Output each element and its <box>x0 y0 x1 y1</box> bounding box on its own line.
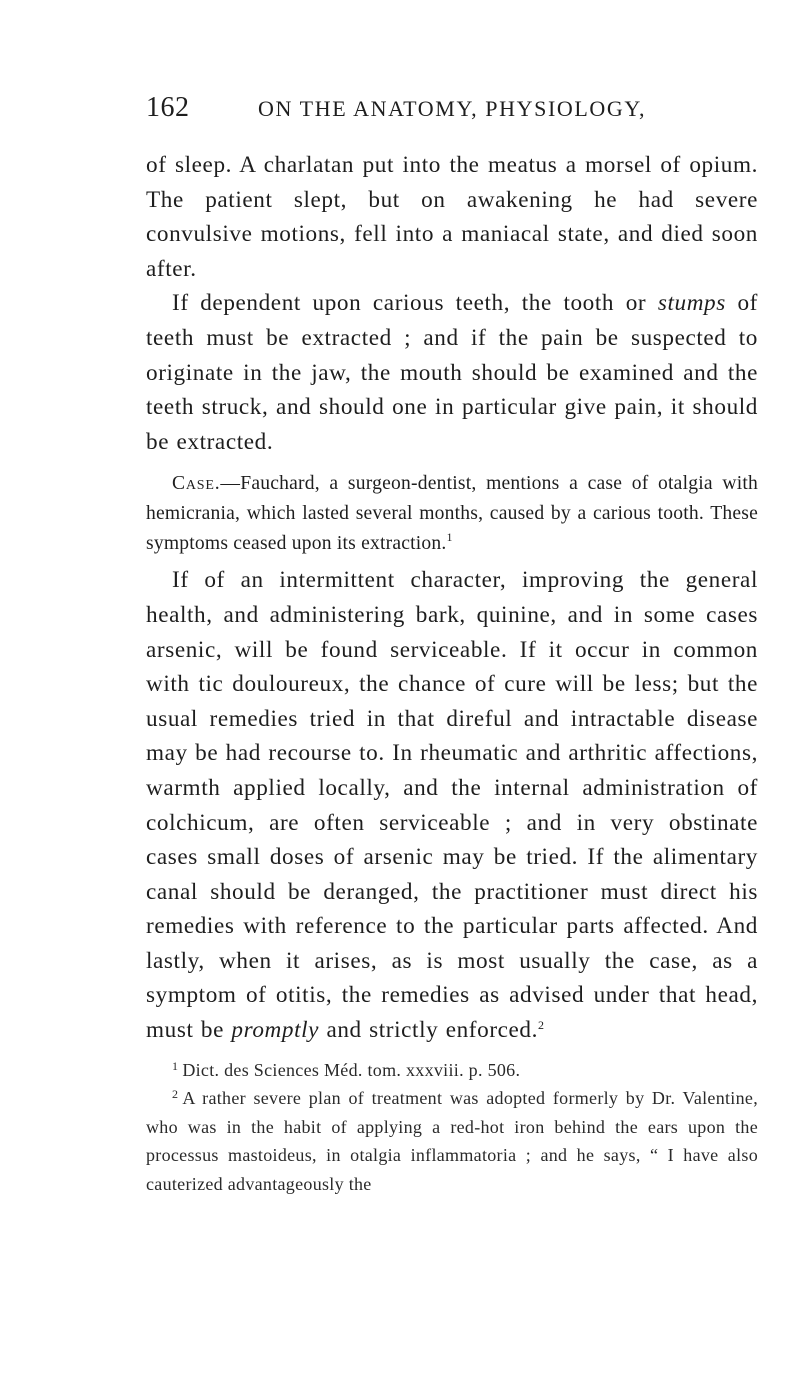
case-text: —Fauchard, a surgeon-dentist, mentions a case of otalgia with hemicrania, which lasted several months, caused by a carious tooth. These symptoms ceased upon its extraction. <box>146 473 758 555</box>
emphasis-stumps: stumps <box>657 290 726 317</box>
footnotes <box>146 1056 758 1199</box>
paragraph-text: and strictly enforced. <box>319 1017 539 1044</box>
footnote-mark: 1 <box>172 1058 179 1073</box>
running-head <box>146 92 746 128</box>
paragraph-text: If of an intermittent character, improving the general health, and administering bark, quinine, and in some cases arsenic, will be found serviceable. If it occur in common with tic douloureux, the chance of cure will be less; but the usual remedies tried in that direful and intractable disease may be had recourse to. In rheumatic and arthritic affections, warmth applied locally, and the internal administration of colchicum, are often serviceable ; and in very obstinate cases small doses of arsenic may be tried. If the alimentary canal should be deranged, the practitioner must direct his remedies with reference to the particular parts affected. And lastly, when it arises, as is most usually the case, as a symptom of otitis, the remedies as advised under that head, must be <box>146 567 758 1044</box>
paragraph-text: If dependent upon carious teeth, the tooth or <box>172 290 658 317</box>
footnote-mark: 2 <box>172 1087 179 1102</box>
case-paragraph <box>146 469 758 559</box>
footnote-text: Dict. des Sciences Méd. tom. xxxviii. p. 506. <box>182 1059 521 1080</box>
main-text <box>146 148 758 1199</box>
page-number: 162 <box>146 92 190 123</box>
footnote-ref-2: 2 <box>538 1018 545 1033</box>
footnote-ref-1: 1 <box>446 530 453 545</box>
paragraph-carious-teeth <box>146 286 758 459</box>
footnote-1 <box>146 1056 758 1085</box>
paragraph-treatment <box>146 563 758 1047</box>
case-label: Case. <box>172 473 221 495</box>
footnote-2 <box>146 1084 758 1198</box>
footnote-text: A rather severe plan of treatment was adopted formerly by Dr. Valentine, who was in the habit of applying a red-hot iron behind the ears upon the processus mastoideus, in otalgia inflammatoria ; and he says, “ I have also cauterized advantageously the <box>146 1088 758 1195</box>
running-title: ON THE ANATOMY, PHYSIOLOGY, <box>258 96 647 121</box>
paragraph-opium-case: of sleep. A charlatan put into the meatus a morsel of opium. The patient slept, but on awakening he had severe convulsive motions, fell into a maniacal state, and died soon after. <box>146 152 758 282</box>
paragraph-text: of teeth must be extracted ; and if the pain be suspected to originate in the jaw, the mouth should be examined and the teeth struck, and should one in particular give pain, it should be extracted. <box>146 290 758 455</box>
emphasis-promptly: promptly <box>231 1017 320 1044</box>
